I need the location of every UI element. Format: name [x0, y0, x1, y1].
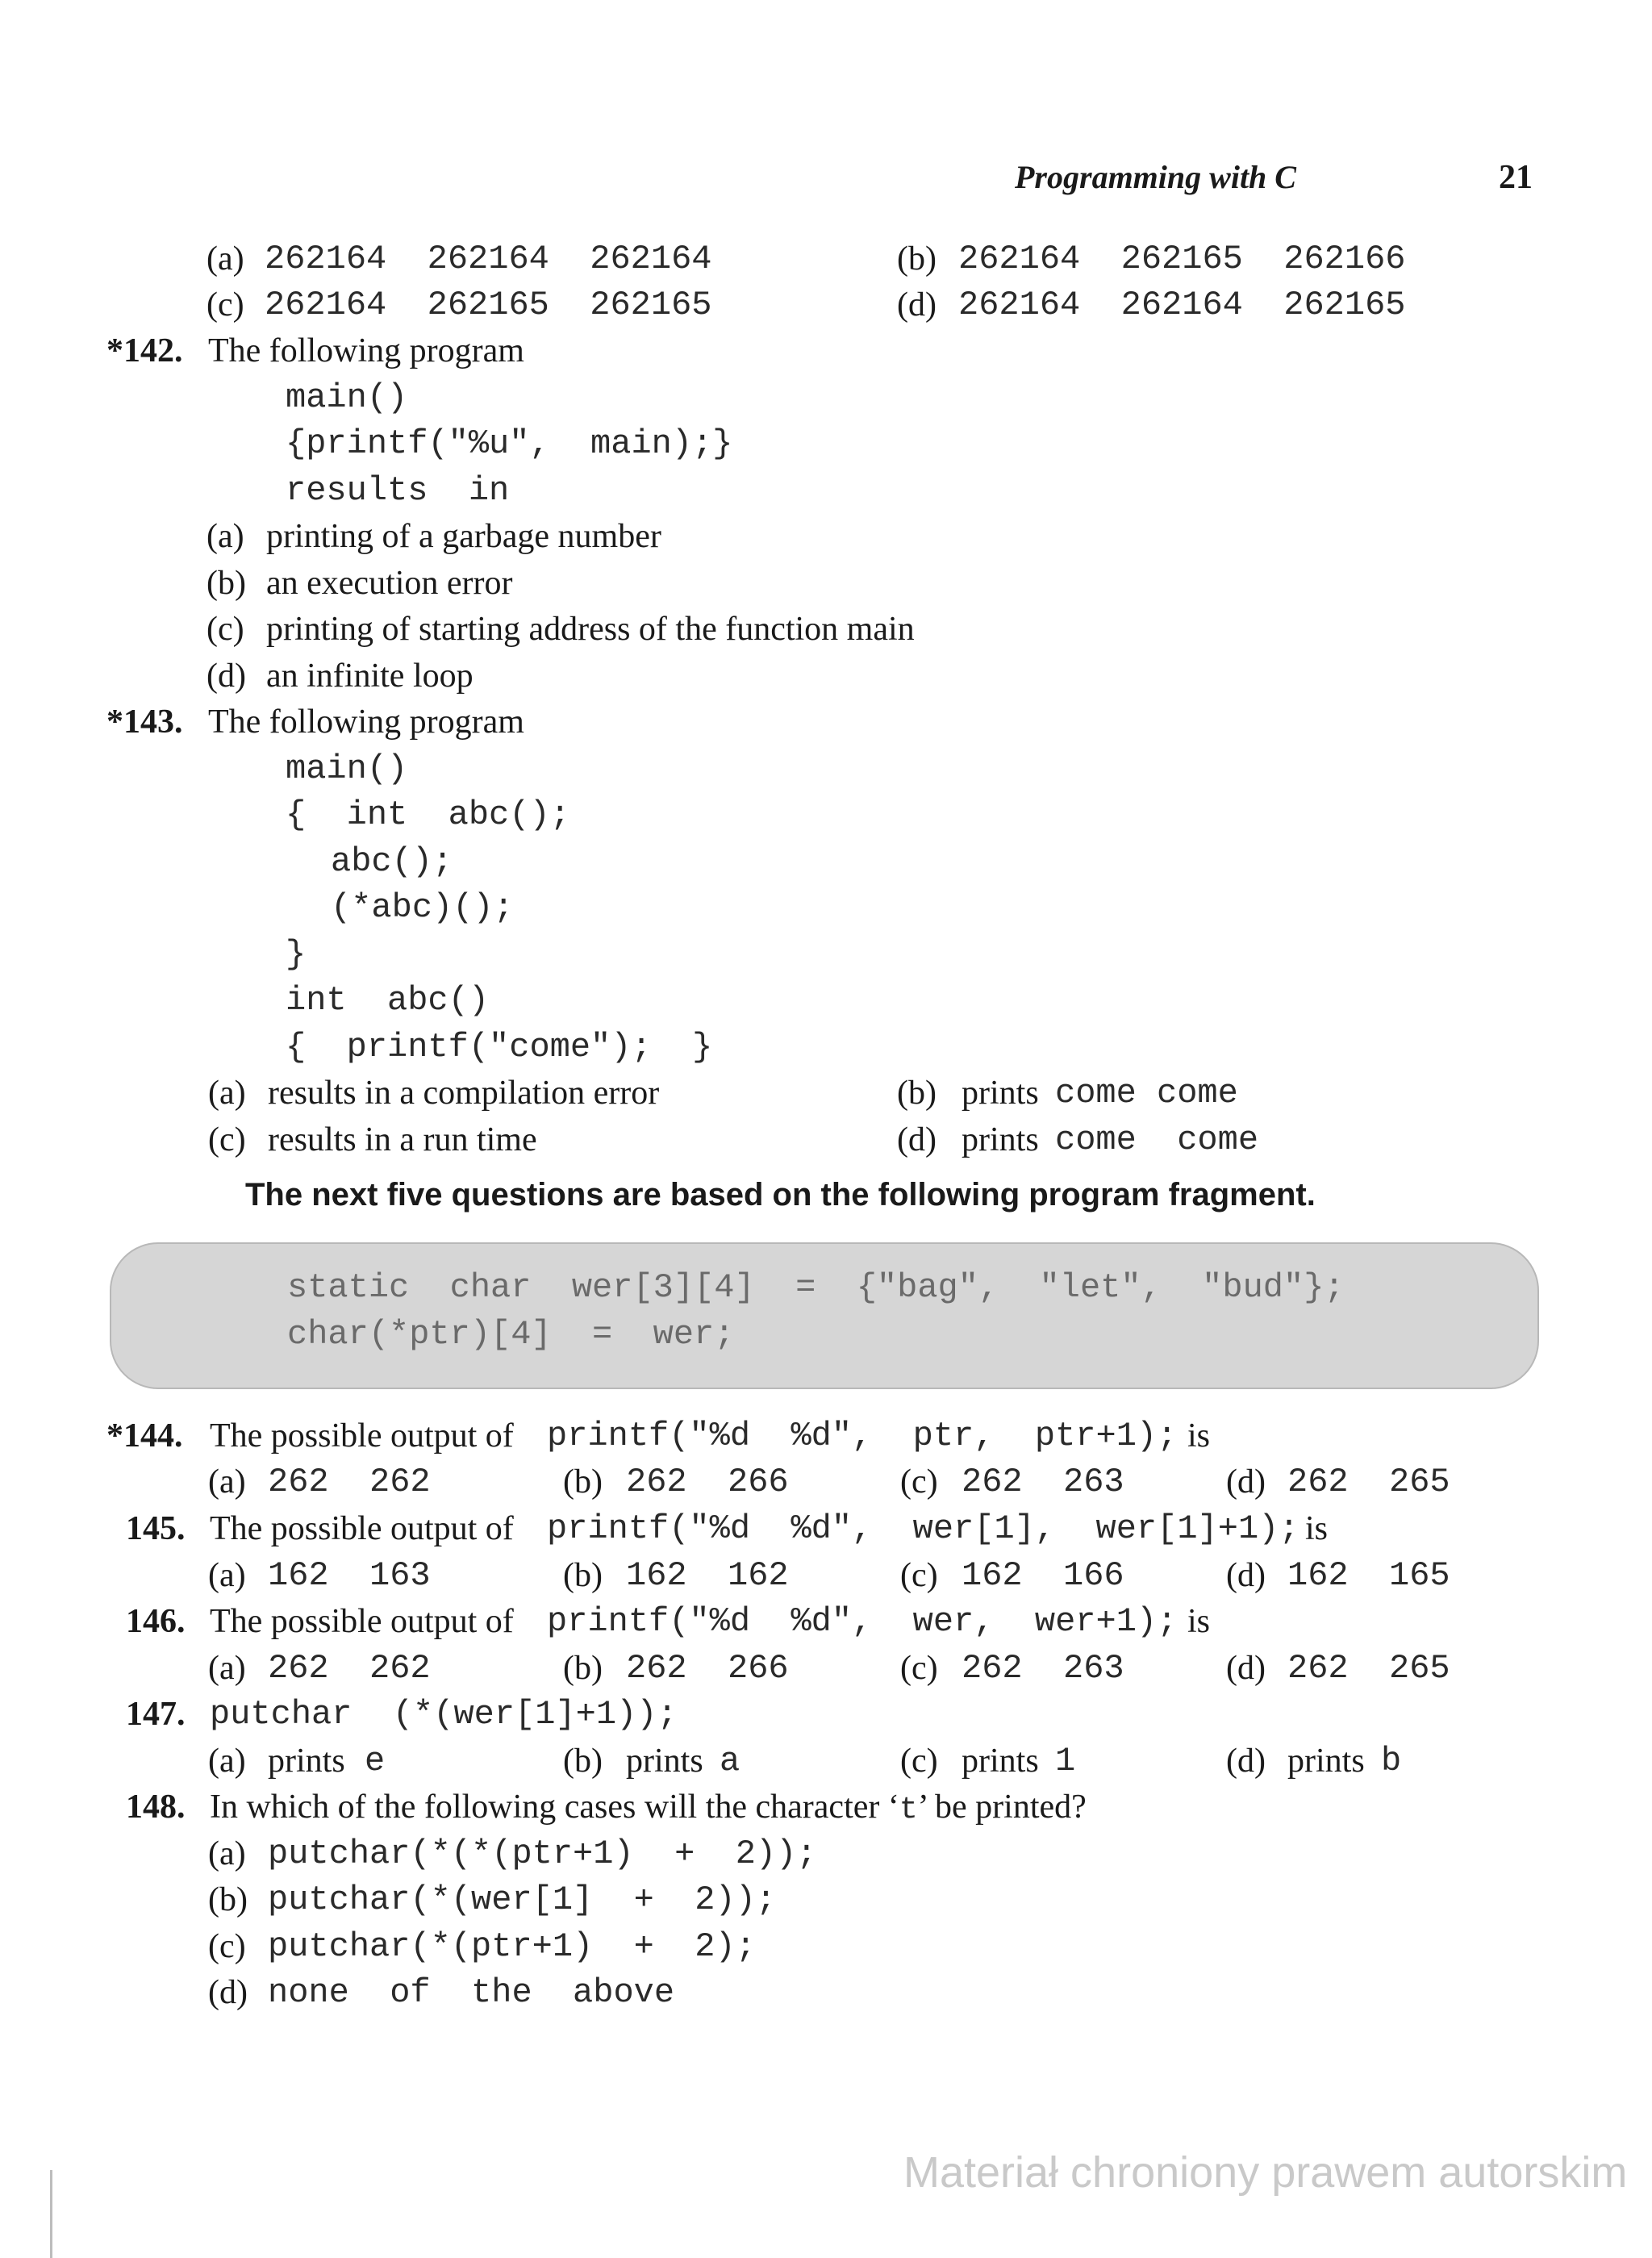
- question-code: putchar (*(wer[1]+1));: [210, 1695, 678, 1734]
- option-label: (b): [897, 240, 937, 278]
- option-value: 262 263: [962, 1463, 1124, 1501]
- option-text: printing of starting address of the function main: [266, 611, 915, 648]
- option-code: come come: [1055, 1121, 1259, 1159]
- question-number: 148.: [126, 1788, 186, 1826]
- option-text: printing of a garbage number: [266, 518, 661, 555]
- option-code: come come: [1055, 1074, 1238, 1112]
- option-value: 1: [1055, 1742, 1076, 1780]
- option-value: 262 266: [626, 1463, 789, 1501]
- question-stem: In which of the following cases will the character ‘t’ be printed?: [210, 1788, 1087, 1827]
- code-line: abc();: [331, 842, 453, 881]
- question-number: *144.: [106, 1417, 183, 1455]
- option-value: a: [720, 1742, 740, 1780]
- option-text: results in a compilation error: [268, 1075, 660, 1112]
- option-value: e: [365, 1742, 386, 1780]
- option-label: (b): [563, 1743, 603, 1780]
- option-value: 262164 262164 262164: [265, 240, 712, 278]
- option-value: b: [1381, 1742, 1402, 1780]
- option-text: prints: [626, 1743, 703, 1780]
- question-stem: The possible output of: [210, 1603, 514, 1640]
- code-line: {printf("%u", main);}: [286, 424, 733, 463]
- option-label: (a): [208, 1835, 246, 1872]
- scan-edge-line: [50, 2170, 52, 2258]
- copyright-watermark: Materiał chroniony prawem autorskim: [903, 2148, 1628, 2197]
- option-label: (d): [897, 286, 937, 323]
- code-fragment-box: [110, 1242, 1539, 1389]
- option-label: (b): [208, 1881, 248, 1918]
- option-label: (c): [900, 1557, 938, 1594]
- option-label: (c): [206, 611, 244, 648]
- code-line: main(): [286, 749, 408, 788]
- option-label: (b): [206, 565, 246, 602]
- section-note: The next five questions are based on the following program fragment.: [245, 1177, 1316, 1212]
- question-number: 147.: [126, 1696, 186, 1733]
- option-value: 162 163: [268, 1556, 431, 1595]
- option-value: 162 166: [962, 1556, 1124, 1595]
- option-label: (a): [208, 1650, 246, 1687]
- question-stem: The following program: [208, 703, 524, 741]
- question-stem: The following program: [208, 332, 524, 369]
- option-text: prints: [1287, 1743, 1365, 1780]
- option-label: (d): [206, 657, 246, 695]
- code-line: int abc(): [286, 981, 490, 1020]
- option-text: an infinite loop: [266, 657, 473, 695]
- option-text: an execution error: [266, 565, 513, 602]
- option-text: prints: [962, 1743, 1039, 1780]
- code-line: { int abc();: [286, 795, 570, 834]
- option-label: (d): [1226, 1557, 1266, 1594]
- option-label: (a): [206, 518, 244, 555]
- option-label: (b): [563, 1650, 603, 1687]
- question-number: *143.: [106, 703, 183, 741]
- option-label: (c): [208, 1121, 246, 1158]
- question-number: *142.: [106, 332, 183, 369]
- question-stem: The possible output of: [210, 1510, 514, 1547]
- option-label: (c): [900, 1650, 938, 1687]
- option-text: prints: [962, 1075, 1039, 1112]
- option-text: prints: [962, 1121, 1039, 1158]
- option-label: (c): [900, 1463, 938, 1500]
- option-code: putchar(*(ptr+1) + 2);: [268, 1927, 756, 1966]
- option-label: (c): [900, 1743, 938, 1780]
- question-stem: The possible output of: [210, 1417, 514, 1455]
- option-value: 262164 262165 262165: [265, 286, 712, 324]
- question-code: printf("%d %d", wer, wer+1);: [547, 1602, 1178, 1641]
- page-number: 21: [1499, 159, 1533, 196]
- option-value: 162 165: [1287, 1556, 1450, 1595]
- option-label: (c): [208, 1928, 246, 1965]
- option-value: 162 162: [626, 1556, 789, 1595]
- code-line: (*abc)();: [331, 888, 514, 927]
- option-label: (a): [208, 1463, 246, 1500]
- option-label: (d): [897, 1121, 937, 1158]
- code-line: static char wer[3][4] = {"bag", "let", "bud"};: [287, 1268, 1345, 1307]
- option-label: (b): [563, 1557, 603, 1594]
- question-code: printf("%d %d", ptr, ptr+1);: [547, 1417, 1178, 1455]
- option-label: (a): [208, 1743, 246, 1780]
- option-label: (a): [208, 1075, 246, 1112]
- option-value: 262 263: [962, 1649, 1124, 1688]
- option-value: 262164 262165 262166: [958, 240, 1406, 278]
- option-label: (d): [1226, 1463, 1266, 1500]
- option-value: 262 262: [268, 1463, 431, 1501]
- option-value: 262164 262164 262165: [958, 286, 1406, 324]
- code-line: char(*ptr)[4] = wer;: [287, 1315, 735, 1354]
- question-stem-end: is: [1305, 1510, 1329, 1547]
- question-number: 145.: [126, 1510, 186, 1547]
- option-value: 262 266: [626, 1649, 789, 1688]
- option-code: putchar(*(*(ptr+1) + 2));: [268, 1834, 817, 1873]
- option-label: (d): [208, 1974, 248, 2011]
- running-header-title: Programming with C: [1015, 159, 1296, 195]
- question-number: 146.: [126, 1603, 186, 1640]
- option-label: (d): [1226, 1743, 1266, 1780]
- option-label: (a): [208, 1557, 246, 1594]
- option-value: 262 265: [1287, 1463, 1450, 1501]
- code-line: { printf("come"); }: [286, 1028, 713, 1066]
- code-line: }: [286, 935, 307, 974]
- option-label: (b): [897, 1075, 937, 1112]
- option-code: none of the above: [268, 1973, 675, 2012]
- option-code: putchar(*(wer[1] + 2));: [268, 1880, 777, 1919]
- option-label: (c): [206, 286, 244, 323]
- code-line: results in: [286, 471, 510, 510]
- question-stem-end: is: [1187, 1603, 1211, 1640]
- option-value: 262 265: [1287, 1649, 1450, 1688]
- code-line: main(): [286, 378, 408, 417]
- question-stem-end: is: [1187, 1417, 1211, 1455]
- option-text: prints: [268, 1743, 345, 1780]
- option-value: 262 262: [268, 1649, 431, 1688]
- option-text: results in a run time: [268, 1121, 537, 1158]
- question-code: printf("%d %d", wer[1], wer[1]+1);: [547, 1509, 1299, 1548]
- option-label: (a): [206, 240, 244, 278]
- option-label: (b): [563, 1463, 603, 1500]
- option-label: (d): [1226, 1650, 1266, 1687]
